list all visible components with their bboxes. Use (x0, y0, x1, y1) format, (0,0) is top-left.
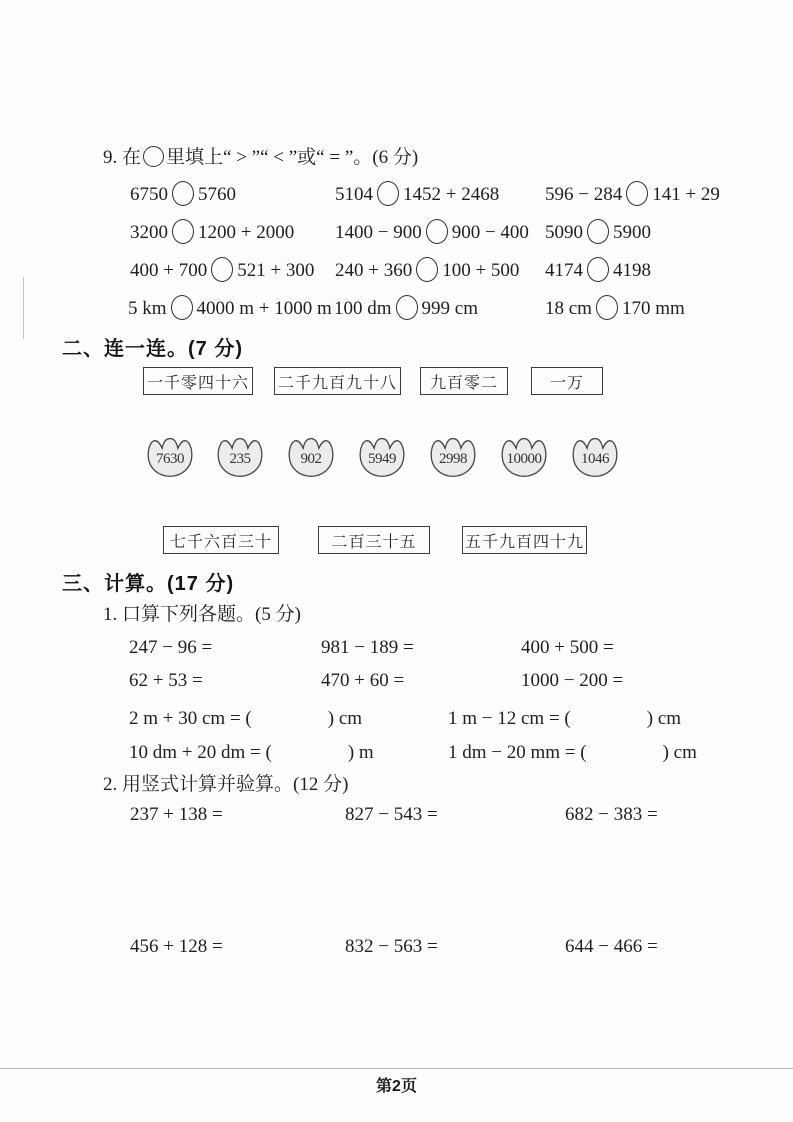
tulip-number[interactable] (498, 434, 550, 480)
comparison-item (545, 257, 651, 282)
answer-circle[interactable] (596, 295, 618, 320)
math-expression: 470 + 60 = (321, 670, 405, 691)
comparison-item (335, 257, 519, 282)
unit-conversion-expression: 2 m + 30 cm = ( ) cm (129, 708, 363, 729)
tulip-value: 5949 (368, 451, 396, 467)
vertical-calc-expression: 827 − 543 = (345, 804, 438, 825)
comparison-left: 596 − 284 (545, 184, 623, 205)
math-expression: 62 + 53 = (129, 670, 203, 691)
comparison-item (545, 181, 720, 206)
comparison-left: 5 km (128, 298, 167, 319)
math-expression: 981 − 189 = (321, 637, 414, 658)
number-word-box[interactable]: 一万 (531, 367, 603, 395)
comparison-right: 5900 (613, 222, 651, 243)
vertical-calc-expression: 832 − 563 = (345, 936, 438, 957)
comparison-item (128, 295, 332, 320)
tulip-value: 235 (229, 451, 251, 467)
answer-circle[interactable] (416, 257, 438, 282)
vertical-calc-expression: 682 − 383 = (565, 804, 658, 825)
comparison-right: 999 cm (421, 298, 478, 319)
comparison-right: 170 mm (621, 298, 685, 319)
comparison-left: 4174 (545, 260, 583, 281)
unit-conversion-expression: 1 m − 12 cm = ( ) cm (448, 708, 682, 729)
comparison-right: 900 − 400 (451, 222, 529, 243)
comparison-left: 18 cm (545, 298, 592, 319)
math-expression: 1000 − 200 = (521, 670, 624, 691)
tulip-value: 10000 (506, 451, 542, 467)
comparison-left: 400 + 700 (130, 260, 208, 281)
tulip-number[interactable] (214, 434, 266, 480)
comparison-right: 4000 m + 1000 m (196, 298, 332, 319)
number-word-box[interactable]: 五千九百四十九 (462, 526, 587, 554)
comparison-left: 3200 (130, 222, 168, 243)
section-2-heading: 二、连一连。(7 分) (62, 338, 243, 360)
tulip-value: 1046 (581, 451, 609, 467)
comparison-item (545, 295, 685, 320)
answer-circle[interactable] (396, 295, 418, 320)
section-3-heading: 三、计算。(17 分) (62, 573, 235, 595)
vertical-calc-expression: 644 − 466 = (565, 936, 658, 957)
answer-circle[interactable] (587, 257, 609, 282)
comparison-item (334, 295, 478, 320)
number-word-box[interactable]: 七千六百三十 (163, 526, 279, 554)
subsection-2-heading: 2. 用竖式计算并验算。(12 分) (103, 774, 349, 795)
tulip-number[interactable] (144, 434, 196, 480)
comparison-right: 1452 + 2468 (403, 184, 500, 205)
answer-circle[interactable] (377, 181, 399, 206)
scan-artifact-line (23, 277, 24, 339)
answer-circle[interactable] (143, 146, 164, 167)
math-expression: 400 + 500 = (521, 637, 614, 658)
vertical-calc-expression: 456 + 128 = (130, 936, 223, 957)
answer-circle[interactable] (426, 219, 448, 244)
comparison-item (335, 181, 499, 206)
answer-circle[interactable] (171, 295, 193, 320)
math-expression: 247 − 96 = (129, 637, 213, 658)
comparison-item (335, 219, 529, 244)
comparison-left: 6750 (130, 184, 168, 205)
comparison-left: 5090 (545, 222, 583, 243)
comparison-item (545, 219, 651, 244)
question-9-heading-post: 里填上“ > ”“ < ”或“ = ”。(6 分) (166, 147, 419, 168)
question-9-heading-pre: 9. 在 (103, 147, 142, 168)
comparison-left: 240 + 360 (335, 260, 413, 281)
comparison-right: 5760 (198, 184, 236, 205)
answer-circle[interactable] (626, 181, 648, 206)
answer-circle[interactable] (172, 219, 194, 244)
vertical-calc-expression: 237 + 138 = (130, 804, 223, 825)
number-word-box[interactable]: 二百三十五 (318, 526, 430, 554)
comparison-item (130, 257, 314, 282)
comparison-left: 1400 − 900 (335, 222, 422, 243)
answer-circle[interactable] (211, 257, 233, 282)
comparison-right: 100 + 500 (442, 260, 520, 281)
comparison-left: 100 dm (334, 298, 392, 319)
tulip-value: 902 (300, 451, 322, 467)
answer-circle[interactable] (172, 181, 194, 206)
tulip-number[interactable] (356, 434, 408, 480)
comparison-right: 1200 + 2000 (198, 222, 295, 243)
page-edge-line (0, 1068, 793, 1069)
comparison-right: 521 + 300 (237, 260, 315, 281)
number-word-box[interactable]: 二千九百九十八 (274, 367, 401, 395)
comparison-item (130, 219, 294, 244)
page-number: 第2页 (376, 1078, 417, 1095)
comparison-right: 141 + 29 (652, 184, 720, 205)
tulip-value: 2998 (439, 451, 467, 467)
unit-conversion-expression: 10 dm + 20 dm = ( ) m (129, 742, 374, 763)
unit-conversion-expression: 1 dm − 20 mm = ( ) cm (448, 742, 697, 763)
comparison-right: 4198 (613, 260, 651, 281)
tulip-value: 7630 (156, 451, 184, 467)
tulip-number[interactable] (285, 434, 337, 480)
number-word-box[interactable]: 一千零四十六 (143, 367, 253, 395)
comparison-left: 5104 (335, 184, 373, 205)
subsection-1-heading: 1. 口算下列各题。(5 分) (103, 604, 301, 625)
comparison-item (130, 181, 236, 206)
answer-circle[interactable] (587, 219, 609, 244)
number-word-box[interactable]: 九百零二 (420, 367, 508, 395)
tulip-number[interactable] (427, 434, 479, 480)
tulip-number[interactable] (569, 434, 621, 480)
question-9-heading (103, 142, 418, 169)
